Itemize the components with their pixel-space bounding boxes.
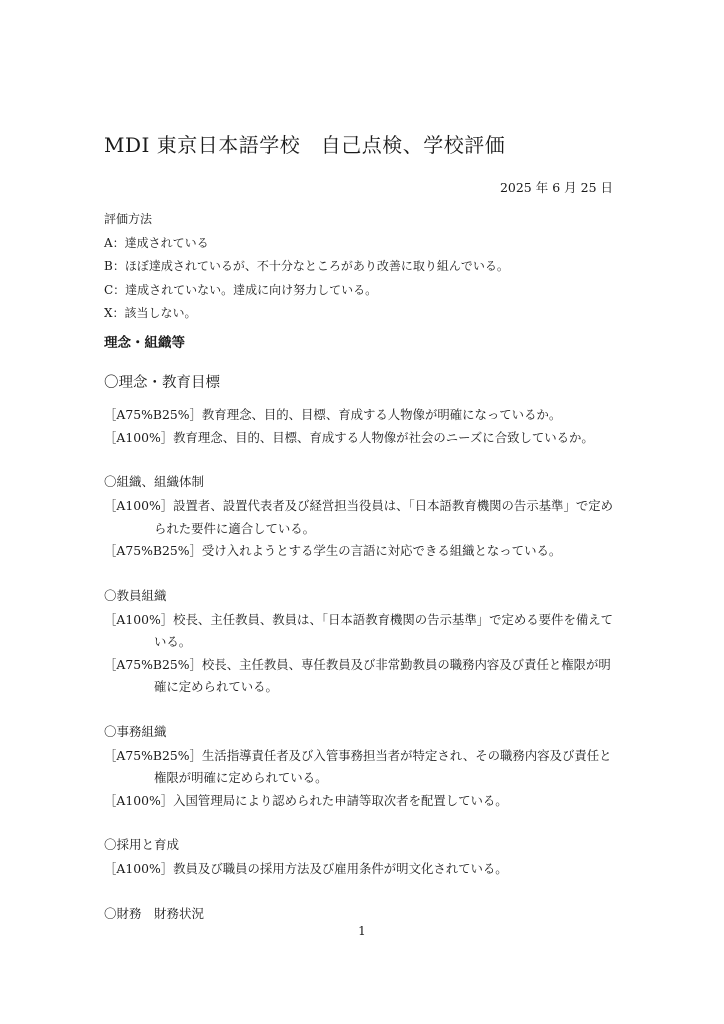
document-date: 2025 年 6 月 25 日 xyxy=(499,180,613,195)
evaluation-item xyxy=(104,609,624,654)
section-content xyxy=(104,370,624,927)
item-line: ［A100%］設置者、設置代表者及び経営担当役員は、「日本語教育機関の告示基準」で定め xyxy=(104,498,614,513)
evaluation-item xyxy=(104,427,624,450)
section-heading: 理念・組織等 xyxy=(104,335,185,351)
item-line: ［A75%B25%］教育理念、目的、目標、育成する人物像が明確になっているか。 xyxy=(104,407,562,422)
item-line-continued: 確に定められている。 xyxy=(154,679,278,694)
evaluation-item xyxy=(104,540,624,563)
category-title: 〇事務組織 xyxy=(104,723,167,739)
legend-line: A：達成されている xyxy=(104,235,209,250)
item-line: ［A100%］教育理念、目的、目標、育成する人物像が社会のニーズに合致しているか。 xyxy=(104,429,594,445)
item-line-continued: られた要件に適合している。 xyxy=(154,520,316,536)
item-line: ［A75%B25%］生活指導責任者及び入管事務担当者が特定され、その職務内容及び責任と xyxy=(104,747,612,763)
legend-line: C：達成されていない。達成に向け努力している。 xyxy=(104,282,378,297)
item-line: ［A100%］入国管理局により認められた申請等取次者を配置している。 xyxy=(104,792,508,808)
item-line: ［A100%］教員及び職員の採用方法及び雇用条件が明文化されている。 xyxy=(104,861,508,876)
evaluation-item xyxy=(104,495,624,540)
item-line: ［A100%］校長、主任教員、教員は、「日本語教育機関の告示基準」で定める要件を備えて xyxy=(104,611,614,627)
legend-line: X：該当しない。 xyxy=(104,306,197,321)
legend-heading: 評価方法 xyxy=(104,212,153,226)
evaluation-item xyxy=(104,745,624,790)
evaluation-item xyxy=(104,858,624,881)
item-line-continued: 権限が明確に定められている。 xyxy=(154,770,328,785)
document-title: MDI 東京日本語学校 自己点検、学校評価 xyxy=(104,133,506,157)
legend-line: B：ほぼ達成されているが、不十分なところがあり改善に取り組んでいる。 xyxy=(104,259,509,274)
evaluation-item xyxy=(104,790,624,813)
category-title: 〇採用と育成 xyxy=(104,837,180,852)
item-line: ［A75%B25%］受け入れようとする学生の言語に対応できる組織となっている。 xyxy=(104,543,562,558)
evaluation-legend xyxy=(104,208,509,326)
item-line: ［A75%B25%］校長、主任教員、専任教員及び非常勤教員の職務内容及び責任と権限が明 xyxy=(104,656,611,672)
evaluation-item xyxy=(104,654,624,699)
item-line-continued: いる。 xyxy=(154,634,192,649)
page-number: 1 xyxy=(358,924,366,938)
evaluation-item xyxy=(104,404,624,427)
category-title: 〇理念・教育目標 xyxy=(104,375,220,391)
category-title: 〇財務 財務状況 xyxy=(104,905,205,921)
category-title: 〇教員組織 xyxy=(104,587,167,603)
category-title: 〇組織、組織体制 xyxy=(104,474,205,489)
